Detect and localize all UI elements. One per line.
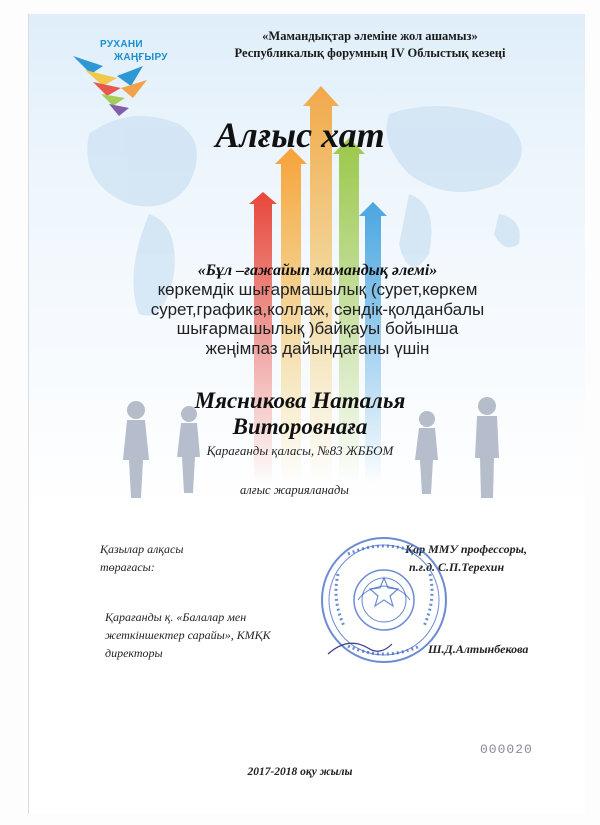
certificate-title: Алғыс хат	[215, 115, 385, 155]
award-reason	[120, 262, 515, 359]
academic-year: 2017-2018 оқу жылы	[247, 766, 353, 778]
jury-chair-line2: төрағасы:	[100, 560, 155, 574]
director-line3: директоры	[105, 646, 163, 660]
header-line2: Республикалық форумның IV Облыстық кезеңі	[234, 45, 506, 60]
jury-chair-name-line1: Қар ММУ профессоры,	[405, 542, 527, 556]
recipient-name-line1: Мясникова Наталья	[194, 388, 406, 413]
reason-line1: көркемдік шығармашылық (сурет,көркем	[157, 280, 478, 300]
director-name: Ш.Д.Алтынбекова	[428, 642, 529, 656]
reason-line3: шығармашылық )байқауы бойынша	[176, 319, 459, 339]
director-line2: жеткіншектер сарайы», КМҚК	[105, 628, 271, 642]
recipient-name	[0, 388, 600, 441]
announcement-text: алғыс жарияланады	[240, 483, 349, 497]
jury-chair-name-line2: п.ғ.д. С.П.Терехин	[409, 560, 505, 574]
reason-line2: сурет,графика,коллаж, сәндік-қолданбалы	[150, 299, 485, 319]
logo-wordmark	[100, 38, 168, 64]
director-line1: Қарағанды қ. «Балалар мен	[105, 610, 247, 624]
recipient-school: Қарағанды қаласы, №83 ЖББОМ	[206, 443, 394, 458]
event-header	[220, 28, 520, 62]
jury-chair-title	[100, 540, 260, 576]
director-title	[105, 608, 345, 662]
reason-line4: жеңімпаз дайындағаны үшін	[205, 339, 430, 359]
recipient-name-line2: Виторовнаға	[232, 414, 368, 440]
serial-number: 000020	[480, 742, 533, 757]
header-line1: «Мамандықтар әлеміне жол ашамыз»	[262, 29, 478, 43]
signature-scribble	[328, 643, 392, 654]
contest-name: «Бұл –ғажайып мамандық әлемі»	[197, 262, 438, 279]
logo-line1: РУХАНИ	[100, 39, 143, 50]
official-stamp	[318, 534, 450, 666]
jury-chair-line1: Қазылар алқасы	[100, 542, 184, 556]
logo-line2: ЖАҢҒЫРУ	[114, 52, 168, 63]
